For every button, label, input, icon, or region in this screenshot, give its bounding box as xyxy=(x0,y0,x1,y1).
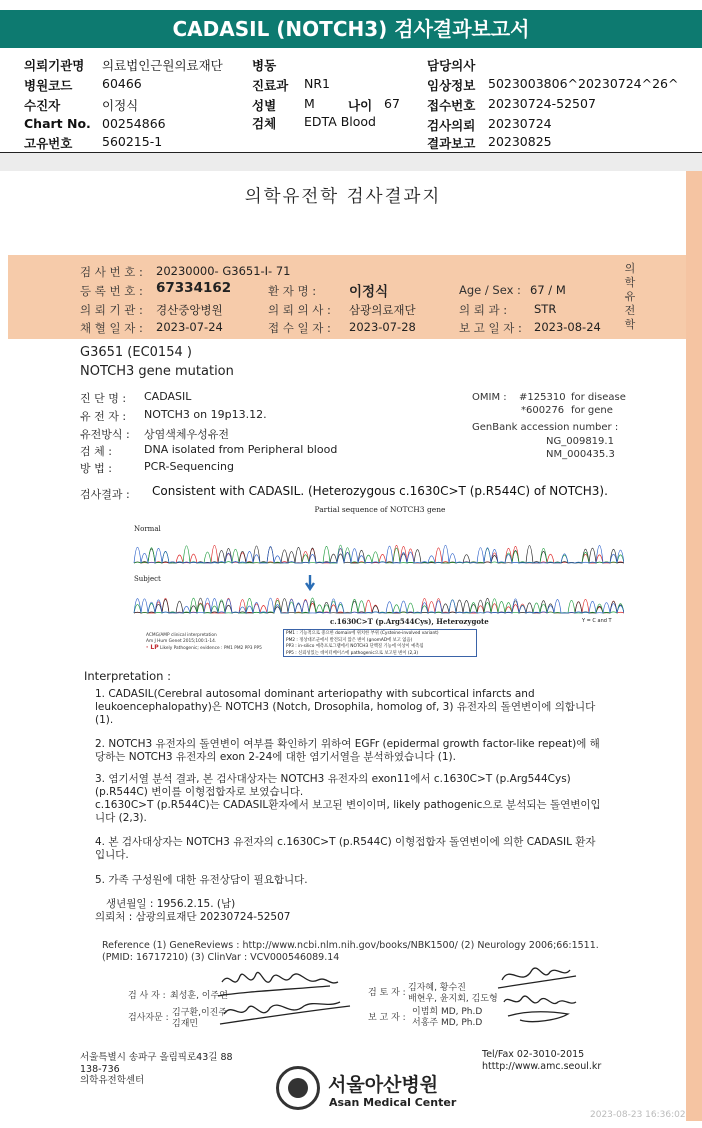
interpretation-p3: 3. 염기서열 분석 결과, 본 검사대상자는 NOTCH3 유전자의 exon11에서 c.1630C>T (p.Arg544Cys) (p.R544C) 변이를 이형접합자로 보였습니다. c.1630C>T (p.R544C)는 CADASIL환자에서 보고된 변이이며, likely pathogenic으로 분석되는 돌연변이입 니다 (2,3). xyxy=(95,773,601,824)
genbank-1: NG_009819.1 xyxy=(546,436,614,447)
patient-dob: 생년월일 : 1956.2.15. (남) xyxy=(106,898,236,910)
institution-label: 의뢰기관명 xyxy=(24,58,85,73)
omim-disease-note: for disease xyxy=(571,392,626,403)
reporter-label: 보 고 자 : xyxy=(368,1013,406,1023)
examiner2-value: 김구환,이진주 김재민 xyxy=(172,1008,228,1029)
specimen-label: 검체 xyxy=(252,116,277,131)
specimen-value: EDTA Blood xyxy=(304,114,376,129)
scan-top-band xyxy=(0,153,702,171)
diagnosis-label: 진 단 명 : xyxy=(80,392,127,405)
inherit-label: 유전방식 : xyxy=(80,428,130,441)
chart-value: 00254866 xyxy=(102,116,166,131)
examiner-value: 최성훈, 이주연 xyxy=(170,991,228,1001)
chromatogram-figure xyxy=(130,505,624,625)
dept-label: 진료과 xyxy=(252,78,289,93)
exam-no-value: 20230000- G3651-I- 71 xyxy=(156,264,291,278)
receipt-value: 20230724-52507 xyxy=(488,96,596,111)
evidence-legend: PM1 : 기능적으로 중요한 domain에 위치한 부위 (Cysteine-involved variant) PM2 : 정상대조군에서 발견되지 않은 변이 (gnomAD에 보고 없음) PP3 : in-silico 예측프로그램에서 NOTCH3 단백질 기능에 이상이 예측됨 PP5 : 신뢰성있는 데이터베이스에 pathogenic으로 보고된 변이 (2,3) xyxy=(283,629,477,657)
dept-value: NR1 xyxy=(304,76,330,91)
hospital-code-value: 60466 xyxy=(102,76,142,91)
patient-label: 수진자 xyxy=(24,98,61,113)
variant-arrow-icon xyxy=(306,575,314,589)
specimen-detail-value: DNA isolated from Peripheral blood xyxy=(144,443,338,456)
doctor-label: 담당의사 xyxy=(427,58,476,73)
interpretation-p4: 4. 본 검사대상자는 NOTCH3 유전자의 c.1630C>T (p.R544C) 이형접합자 돌연변이에 의한 CADASIL 환자 입니다. xyxy=(95,836,596,861)
report-title-banner: CADASIL (NOTCH3) 검사결과보고서 xyxy=(0,10,702,48)
request-value: 20230724 xyxy=(488,116,552,131)
omim-gene: *600276 xyxy=(521,405,565,416)
gene-value: NOTCH3 on 19p13.12. xyxy=(144,408,267,421)
unique-value: 560215-1 xyxy=(102,134,163,149)
timestamp: 2023-08-23 16:36:02 xyxy=(590,1110,686,1120)
asan-foundation-logo xyxy=(276,1066,320,1110)
sex-label: 성별 xyxy=(252,98,277,113)
interpretation-p1: 1. CADASIL(Cerebral autosomal dominant arteriopathy with subcortical infarcts and leukoencephalopathy)은 NOTCH3 (Notch, Drosophila, homolog of, 3) 유전자의 돌연변이에 의합니다 (1). xyxy=(95,688,596,726)
patient-name-value: 이정식 xyxy=(349,284,389,300)
hospital-name-ko: 서울아산병원 xyxy=(328,1074,439,1096)
interpretation-heading: Interpretation : xyxy=(84,669,171,683)
age-value: 67 xyxy=(384,96,400,111)
hospital-name-en: Asan Medical Center xyxy=(329,1096,457,1109)
references: Reference (1) GeneReviews : http://www.ncbi.nlm.nih.gov/books/NBK1500/ (2) Neurology 2006;66:1511. (PMID: 16717210) (3) ClinVar : VCV000546089.14 xyxy=(102,940,599,963)
receipt-label: 접수번호 xyxy=(427,98,476,113)
ycode-label: Y = C and T xyxy=(582,618,612,624)
diagnosis-value: CADASIL xyxy=(144,390,192,403)
result-value: Consistent with CADASIL. (Heterozygous c.1630C>T (p.R544C) of NOTCH3). xyxy=(152,484,608,498)
req-inst-value: 경산중앙병원 xyxy=(156,303,223,317)
req-doctor-value: 삼광의료재단 xyxy=(349,303,416,317)
clinical-value: 5023003806^20230724^26^ xyxy=(488,76,679,91)
institution-value: 의료법인근원의료재단 xyxy=(102,58,223,73)
result-label: 검사결과 : xyxy=(80,488,130,501)
handwritten-signature-left xyxy=(210,962,360,1032)
chromatogram-title: Partial sequence of NOTCH3 gene xyxy=(314,505,446,514)
report-date-label: 보 고 일 자 : xyxy=(459,321,522,335)
omim-label: OMIM : xyxy=(472,392,507,403)
hospital-code-label: 병원코드 xyxy=(24,78,73,93)
page-right-edge xyxy=(686,171,702,1121)
collect-label: 채 혈 일 자 : xyxy=(80,321,143,335)
reviewer-value: 김자혜, 황수진 배현우, 윤지회, 김도형 xyxy=(408,983,498,1004)
reg-no-value: 67334162 xyxy=(156,280,232,296)
gene-label: 유 전 자 : xyxy=(80,410,127,423)
age-label: 나이 xyxy=(348,98,373,113)
chart-label: Chart No. xyxy=(24,116,91,131)
req-doctor-label: 의 뢰 의 사 : xyxy=(268,303,331,317)
age-sex-value: 67 / M xyxy=(530,283,566,297)
acmg-note: ACMG/AMP clinical interpretation Am J Hum Genet 2015;100:1-14. · LP Likely Pathogenic; evidence : PM1 PM2 PP3 PP5 xyxy=(146,633,262,651)
specimen-detail-label: 검 체 : xyxy=(80,445,112,458)
handwritten-signature-right xyxy=(492,958,582,1038)
reviewer-label: 검 토 자 : xyxy=(368,988,406,998)
examiner-label: 검 사 자 : xyxy=(128,991,166,1001)
receive-label: 접 수 일 자 : xyxy=(268,321,331,335)
receive-value: 2023-07-28 xyxy=(349,320,416,334)
report-date-value: 2023-08-24 xyxy=(534,320,601,334)
genbank-2: NM_000435.3 xyxy=(546,449,615,460)
req-dept-label: 의 뢰 과 : xyxy=(459,303,508,317)
method-value: PCR-Sequencing xyxy=(144,460,234,473)
patient-value: 이정식 xyxy=(102,98,139,113)
collect-value: 2023-07-24 xyxy=(156,320,223,334)
variant-label: c.1630C>T (p.Arg544Cys), Heterozygote xyxy=(330,617,489,626)
test-code: G3651 (EC0154 ) xyxy=(80,345,192,360)
chromatogram-traces xyxy=(130,515,624,617)
subject-label: Subject xyxy=(134,575,161,583)
unique-label: 고유번호 xyxy=(24,136,73,151)
reporter-value: 이범희 MD, Ph.D 서홍주 MD, Ph.D xyxy=(412,1007,483,1028)
interpretation-p5: 5. 가족 구성원에 대한 유전상담이 필요합니다. xyxy=(95,874,308,886)
form-title: 의학유전학 검사결과지 xyxy=(244,187,442,207)
req-dept-value: STR xyxy=(534,302,557,316)
test-name: NOTCH3 gene mutation xyxy=(80,364,234,379)
ward-label: 병동 xyxy=(252,58,277,73)
method-label: 방 법 : xyxy=(80,462,112,475)
report-label: 결과보고 xyxy=(427,136,476,151)
clinical-label: 임상정보 xyxy=(427,78,476,93)
reg-no-label: 등 록 번 호 : xyxy=(80,284,143,298)
requester-info: 의뢰처 : 삼광의료재단 20230724-52507 xyxy=(95,911,291,923)
req-inst-label: 의 뢰 기 관 : xyxy=(80,303,143,317)
contact: Tel/Fax 02-3010-2015 htttp://www.amc.seoul.kr xyxy=(482,1049,602,1072)
interpretation-p2: 2. NOTCH3 유전자의 돌연변이 여부를 확인하기 위하여 EGFr (epidermal growth factor-like repeat)에 해 당하는 NOTCH3 유전자의 exon 2-24에 대한 염기서열을 분석하였습니다 (1). xyxy=(95,738,600,763)
sex-value: M xyxy=(304,96,315,111)
inherit-value: 상염색체우성유전 xyxy=(144,428,230,441)
subject-trace xyxy=(134,598,624,613)
normal-label: Normal xyxy=(134,525,161,533)
omim-gene-note: for gene xyxy=(571,405,613,416)
age-sex-label: Age / Sex : xyxy=(459,283,521,297)
address: 서울특별시 송파구 올림픽로43길 88 138-736 의학유전학센터 xyxy=(80,1052,233,1086)
examiner2-label: 검사자문 : xyxy=(128,1013,169,1023)
omim-disease: #125310 xyxy=(519,392,566,403)
request-label: 검사의뢰 xyxy=(427,118,476,133)
report-value: 20230825 xyxy=(488,134,552,149)
normal-trace xyxy=(134,545,624,563)
vertical-stamp-text: 의 학 유 전 학 xyxy=(624,262,636,331)
genbank-label: GenBank accession number : xyxy=(472,422,619,433)
exam-no-label: 검 사 번 호 : xyxy=(80,265,143,279)
patient-name-label: 환 자 명 : xyxy=(268,284,317,298)
